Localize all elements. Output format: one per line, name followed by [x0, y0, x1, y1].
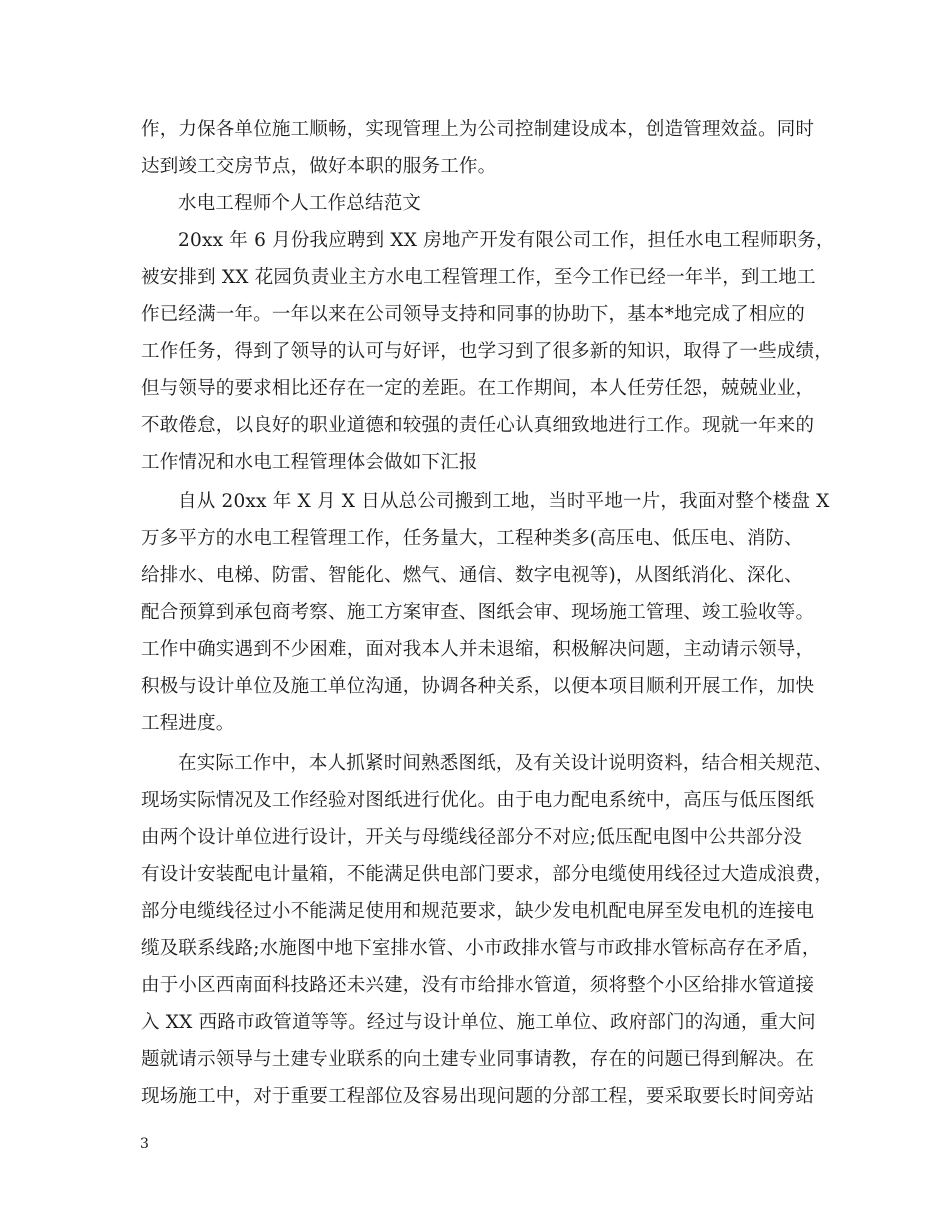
text-line: 但与领导的要求相比还存在一定的差距。在工作期间，本人任劳任怨，兢兢业业， — [141, 378, 815, 399]
text-line: 被安排到 XX 花园负责业主方水电工程管理工作，至今工作已经一年半，到工地工 — [141, 267, 816, 288]
text-line: 作，力保各单位施工顺畅，实现管理上为公司控制建设成本，创造管理效益。同时 — [141, 119, 815, 140]
text-line: 现场施工中，对于重要工程部位及容易出现问题的分部工程，要采取要长时间旁站 — [141, 1086, 815, 1107]
text-line: 题就请示领导与土建专业联系的向土建专业同事请教，存在的问题已得到解决。在 — [141, 1049, 815, 1070]
text-line: 自从 20xx 年 X 月 X 日从总公司搬到工地，当时平地一片，我面对整个楼盘 X — [178, 491, 830, 512]
text-line: 缆及联系线路;水施图中地下室排水管、小市政排水管与市政排水管标高存在矛盾， — [141, 938, 821, 959]
text-line: 工作任务，得到了领导的认可与好评，也学习到了很多新的知识，取得了一些成绩， — [141, 341, 833, 362]
text-line: 在实际工作中，本人抓紧时间熟悉图纸，及有关设计说明资料，结合相关规范、 — [178, 753, 833, 774]
text-line: 作已经满一年。一年以来在公司领导支持和同事的协助下，基本*地完成了相应的 — [141, 304, 805, 325]
text-line: 部分电缆线径过小不能满足使用和规范要求，缺少发电机配电屏至发电机的连接电 — [141, 901, 815, 922]
text-line: 现场实际情况及工作经验对图纸进行优化。由于电力配电系统中，高压与低压图纸 — [141, 790, 815, 811]
text-line: 配合预算到承包商考察、施工方案审查、图纸会审、现场施工管理、竣工验收等。 — [141, 602, 815, 623]
text-line: 入 XX 西路市政管道等等。经过与设计单位、施工单位、政府部门的沟通，重大问 — [141, 1012, 816, 1033]
text-line: 由两个设计单位进行设计，开关与母缆线径部分不对应;低压配电图中公共部分没 — [141, 827, 802, 848]
text-line: 工程进度。 — [141, 713, 235, 734]
text-line: 有设计安装配电计量箱，不能满足供电部门要求，部分电缆使用线径过大造成浪费， — [141, 864, 833, 885]
text-line: 由于小区西南面科技路还未兴建，没有市给排水管道，须将整个小区给排水管道接 — [141, 975, 815, 996]
text-line: 不敢倦怠，以良好的职业道德和较强的责任心认真细致地进行工作。现就一年来的 — [141, 415, 815, 436]
text-line: 工作中确实遇到不少困难，面对我本人并未退缩，积极解决问题，主动请示领导， — [141, 639, 815, 660]
text-line: 工作情况和水电工程管理体会做如下汇报 — [141, 452, 478, 473]
section-heading: 水电工程师个人工作总结范文 — [178, 193, 422, 214]
text-line: 达到竣工交房节点，做好本职的服务工作。 — [141, 156, 497, 177]
text-line: 积极与设计单位及施工单位沟通，协调各种关系，以便本项目顺利开展工作，加快 — [141, 676, 815, 697]
text-line: 给排水、电梯、防雷、智能化、燃气、通信、数字电视等)，从图纸消化、深化、 — [141, 565, 803, 586]
page-number: 3 — [140, 1136, 149, 1152]
text-line: 万多平方的水电工程管理工作，任务量大，工程种类多(高压电、低压电、消防、 — [141, 528, 803, 549]
text-line: 20xx 年 6 月份我应聘到 XX 房地产开发有限公司工作，担任水电工程师职务， — [178, 230, 835, 251]
